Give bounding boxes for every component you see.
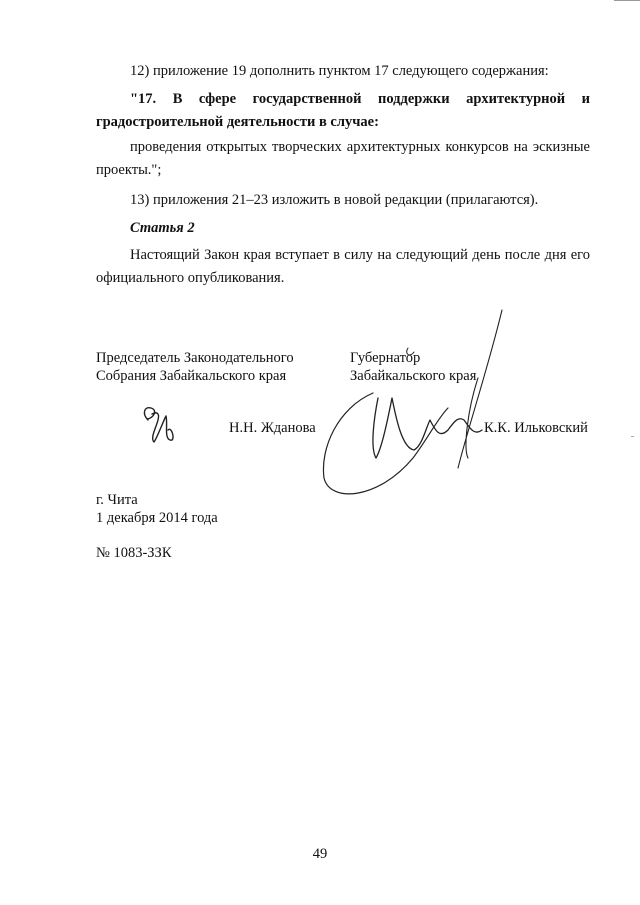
article-2-heading: Статья 2 <box>130 220 195 236</box>
page-number: 49 <box>312 846 328 862</box>
chair-title-line2: Собрания Забайкальского края <box>96 368 287 384</box>
governor-name: К.К. Ильковский <box>484 420 588 436</box>
item-12-paragraph: 12) приложение 19 дополнить пунктом 17 следующего содержания: <box>130 63 549 79</box>
signing-date: 1 декабря 2014 года <box>96 510 218 526</box>
governor-signature <box>318 308 508 508</box>
document-number: № 1083-ЗЗК <box>96 545 172 561</box>
article-2-text: Настоящий Закон края вступает в силу на следующий день после дня его официального опубликования. <box>96 247 590 286</box>
chair-name: Н.Н. Жданова <box>229 420 316 436</box>
place-and-date <box>96 491 218 527</box>
scan-edge-line <box>614 0 640 1</box>
governor-title-line1: Губернатор <box>350 350 421 366</box>
governor-title-line2: Забайкальского края <box>350 368 477 384</box>
chair-title <box>96 349 294 385</box>
item-17-text: проведения открытых творческих архитектурных конкурсов на эскизные проекты."; <box>96 139 590 178</box>
scan-mark <box>631 436 634 437</box>
chair-signature <box>138 402 183 452</box>
chair-title-line1: Председатель Законодательного <box>96 350 294 366</box>
city: г. Чита <box>96 492 138 508</box>
item-13-paragraph: 13) приложения 21–23 изложить в новой редакции (прилагаются). <box>130 192 539 208</box>
item-17-heading: "17. В сфере государственной поддержки архитектурной и градостроительной деятельности в случае: <box>96 91 590 130</box>
